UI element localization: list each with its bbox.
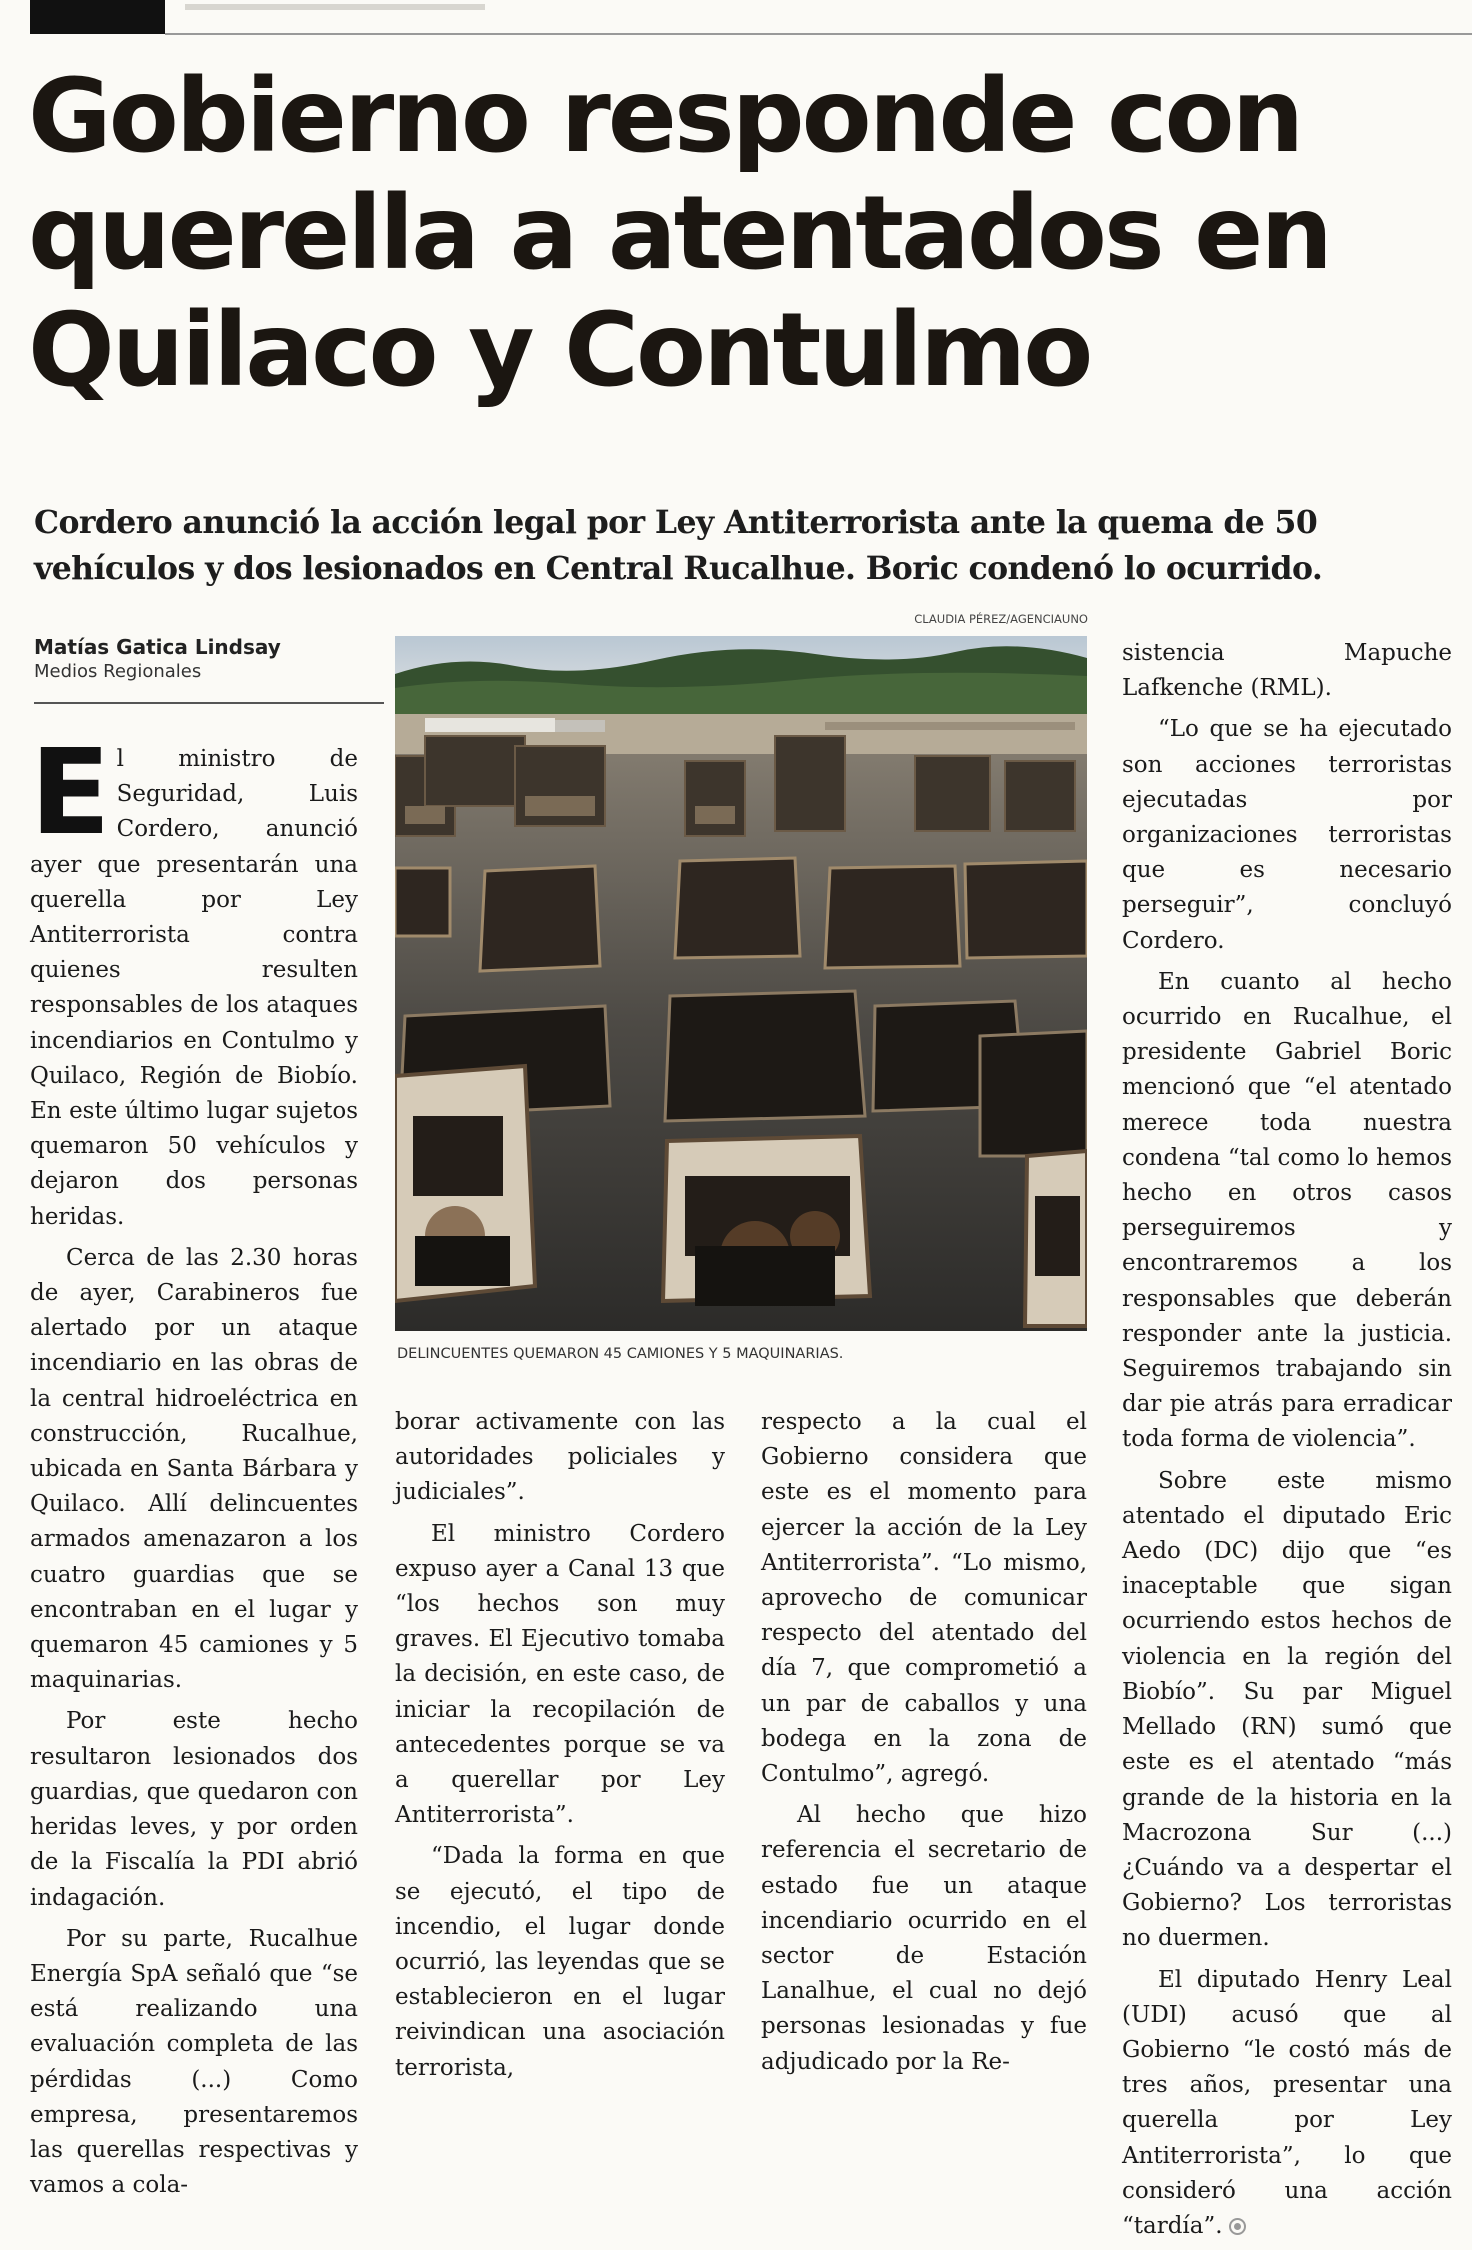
paragraph: respecto a la cual el Gobierno considera que este es el momento para ejercer la acción de la Ley Antiterrorista”. “Lo mismo, aprovecho de comunicar respecto del atentado del día 7, que comprometió a un par de caballos y una bodega en la zona de Contulmo”, agregó. <box>761 1409 1087 1788</box>
paragraph: Por este hecho resultaron lesionados dos guardias, que quedaron con heridas leves, y por orden de la Fiscalía la PDI abrió indagación. <box>30 1708 358 1911</box>
paragraph <box>1122 1963 1452 2245</box>
paragraph: Cerca de las 2.30 horas de ayer, Carabineros fue alertado por un ataque incendiario en las obras de la central hidroeléctrica en construcción, Rucalhue, ubicada en Santa Bárbara y Quilaco. Allí delincuentes armados amenazaron a los cuatro guardias que se encontraban en el lugar y quemaron 45 camiones y 5 maquinarias. <box>30 1244 358 1694</box>
article-column-1 <box>30 723 358 2209</box>
headline <box>28 58 1448 409</box>
paragraph: En cuanto al hecho ocurrido en Rucalhue, el presidente Gabriel Boric mencionó que “el atentado merece toda nuestra condena “tal como lo hemos hecho en otros casos perseguiremos y encontraremos a los responsables que deberán responder ante la justicia. Seguiremos trabajando sin dar pie atrás para erradicar toda forma de violencia”. <box>1122 968 1452 1453</box>
burned-trucks-illustration <box>395 636 1087 1331</box>
paragraph: sistencia Mapuche Lafkenche (RML). <box>1122 640 1452 702</box>
paragraph: El ministro Cordero expuso ayer a Canal 13 que “los hechos son muy graves. El Ejecutivo tomaba la decisión, en este caso, de iniciar la recopilación de antecedentes porque se va a querellar por Ley Antiterrorista”. <box>395 1520 725 1829</box>
section-label-faded <box>185 4 485 10</box>
deck-line-1: Cordero anunció la acción legal por Ley Antiterrorista ante la quema de 50 <box>34 504 1318 541</box>
paragraph-text: l ministro de Seguridad, Luis Cordero, anunció ayer que presentarán una querella por Ley Antiterrorista contra quienes resulten responsables de los ataques incendiarios en Contulmo y Quilaco, Región de Biobío. En este último lugar sujetos quemaron 50 vehículos y dejaron dos personas heridas. <box>30 746 358 1230</box>
headline-line-2: querella a atentados en <box>28 174 1330 293</box>
paragraph: Sobre este mismo atentado el diputado Eric Aedo (DC) dijo que “es inaceptable que sigan ocurriendo estos hechos de violencia en la región del Biobío”. Su par Miguel Mellado (RN) sumó que este es el atentado “más grande de la historia en la Macrozona Sur (...) ¿Cuándo va a despertar el Gobierno? Los terroristas no duermen. <box>1122 1467 1452 1952</box>
article-column-4 <box>1122 636 1452 2250</box>
top-rule <box>165 33 1472 35</box>
article-column-3 <box>761 1405 1087 2086</box>
paragraph-text: El diputado Henry Leal (UDI) acusó que al Gobierno “le costó más de tres años, presentar una querella por Ley Antiterrorista”, lo que consideró una acción “tardía”. <box>1122 1966 1452 2239</box>
headline-line-1: Gobierno responde con <box>28 57 1302 176</box>
byline-rule <box>34 702 384 704</box>
paragraph: Por su parte, Rucalhue Energía SpA señaló que “se está realizando una evaluación completa de las pérdidas (...) Como empresa, presentaremos las querellas respectivas y vamos a cola- <box>30 1925 358 2199</box>
paragraph: “Dada la forma en que se ejecutó, el tipo de incendio, el lugar donde ocurrió, las leyendas que se establecieron en el lugar reivindican una asociación terrorista, <box>395 1843 725 2081</box>
author-name: Matías Gatica Lindsay <box>34 635 281 659</box>
end-mark-icon <box>1229 2218 1246 2235</box>
headline-line-3: Quilaco y Contulmo <box>28 291 1091 410</box>
news-photo <box>395 636 1087 1331</box>
paragraph: “Lo que se ha ejecutado son acciones terroristas ejecutadas por organizaciones terroristas que es necesario perseguir”, concluyó Cordero. <box>1122 716 1452 954</box>
paragraph <box>30 723 358 1235</box>
article-column-2 <box>395 1405 725 2092</box>
drop-cap: E <box>30 723 111 861</box>
section-tab-block <box>30 0 165 34</box>
paragraph: Al hecho que hizo referencia el secretario de estado fue un ataque incendiario ocurrido en el sector de Estación Lanalhue, el cual no dejó personas lesionadas y fue adjudicado por la Re- <box>761 1802 1087 2075</box>
byline <box>34 634 414 684</box>
photo-credit: CLAUDIA PÉREZ/AGENCIAUNO <box>914 612 1088 626</box>
deck-subheadline <box>34 500 1454 592</box>
deck-line-2: vehículos y dos lesionados en Central Rucalhue. Boric condenó lo ocurrido. <box>34 550 1323 587</box>
photo-caption: DELINCUENTES QUEMARON 45 CAMIONES Y 5 MAQUINARIAS. <box>397 1346 844 1362</box>
paragraph: borar activamente con las autoridades policiales y judiciales”. <box>395 1409 725 1506</box>
author-organization: Medios Regionales <box>34 661 202 682</box>
